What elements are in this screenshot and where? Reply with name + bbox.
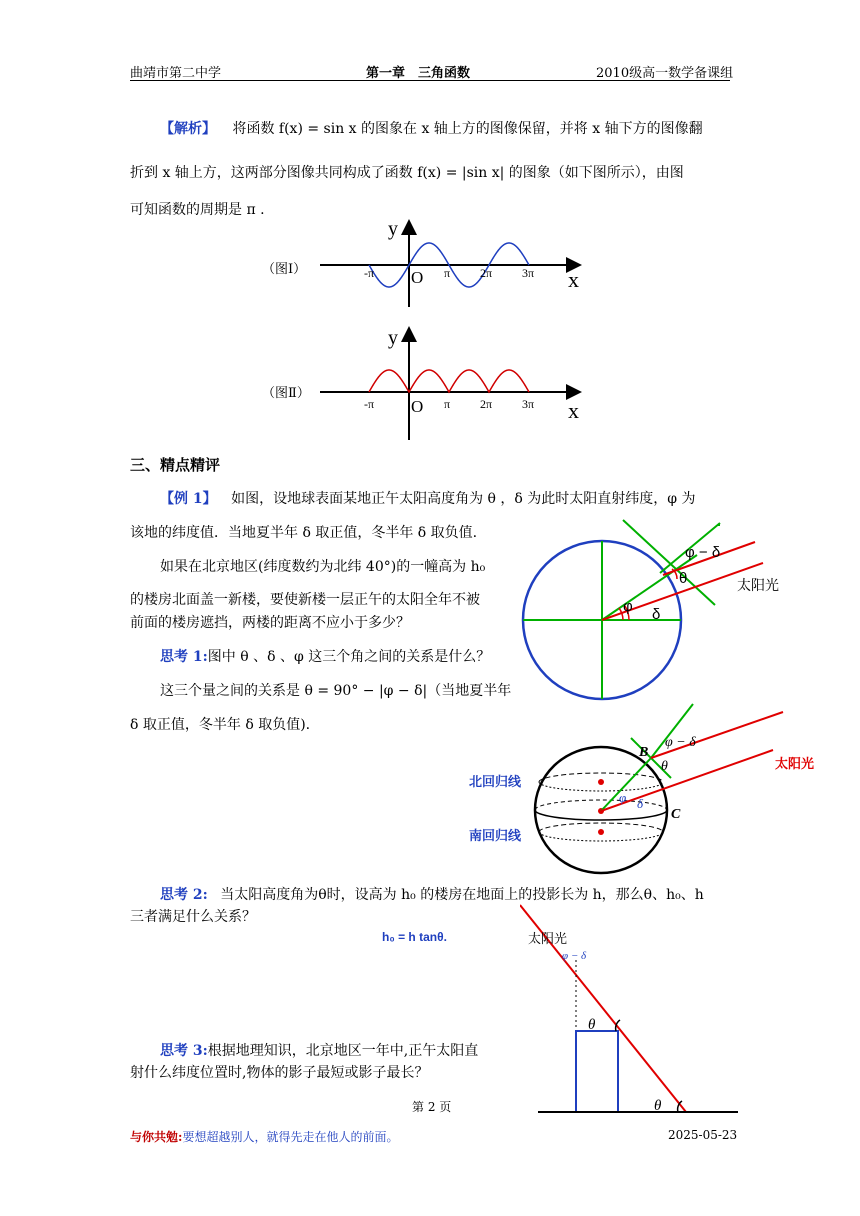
- footer-date: 2025-05-23: [668, 1128, 738, 1142]
- think1-answer-2: δ 取正值，冬半年 δ 取负值).: [130, 717, 311, 733]
- footer-motto: [130, 1128, 398, 1145]
- graph1-tick-pi: π: [444, 266, 451, 280]
- diagram3-building-shadow: [520, 895, 745, 1120]
- example1-line-3: 如果在北京地区(纬度数约为北纬 40°)的一幢高为 h₀: [160, 559, 486, 575]
- footer-motto-tag: 与你共勉:: [130, 1130, 183, 1144]
- think3-line-1: 根据地理知识，北京地区一年中,正午太阳直: [207, 1043, 479, 1059]
- header-school: 曲靖市第二中学: [130, 66, 222, 81]
- diagram1-tangent: [623, 520, 715, 605]
- example1-tag: 【例 1】: [160, 491, 217, 507]
- think3-paragraph: [160, 1040, 478, 1060]
- graph1-origin: O: [411, 268, 424, 287]
- graph2-tick-2pi: 2π: [480, 397, 493, 411]
- diagram2-label-tropic-north: 北回归线: [469, 774, 522, 789]
- diagram1-label-phi-minus-delta: φ − δ: [685, 544, 721, 561]
- analysis-paragraph: [160, 118, 703, 138]
- diagram3-label-phi-minus-delta: φ − δ: [562, 950, 587, 962]
- graph1-tick-2pi: 2π: [480, 266, 493, 280]
- graph2-tick-neg-pi: -π: [364, 397, 375, 411]
- header-chapter: 第一章 三角函数: [366, 66, 471, 81]
- graph1-x-label: x: [568, 267, 579, 292]
- graph2-caption: （图Ⅱ）: [262, 386, 310, 401]
- diagram2-label-delta: δ: [637, 796, 644, 811]
- diagram1-label-theta: θ: [679, 570, 688, 587]
- diagram2-label-phi-minus-delta: φ − δ: [665, 735, 696, 750]
- example1-line-5: 前面的楼房遮挡，两楼的距离不应小于多少？: [130, 615, 410, 631]
- section-title: 三、精点精评: [130, 456, 221, 474]
- diagram2-label-sunlight: 太阳光: [775, 756, 815, 771]
- graph1-tick-neg-pi: -π: [364, 266, 375, 280]
- example1-line-4: 的楼房北面盖一新楼，要使新楼一层正午的太阳全年不被: [130, 592, 480, 608]
- graph1-caption: （图Ⅰ）: [262, 262, 307, 277]
- example1-line-1: 如图，设地球表面某地正午太阳高度角为 θ ，δ 为此时太阳直射纬度，φ 为: [231, 491, 696, 507]
- diagram2-point-c: C: [671, 807, 681, 822]
- example1-paragraph: [160, 488, 696, 508]
- graph2-abs-sine-curve: [369, 370, 529, 392]
- think2-formula: h₀ = h tanθ.: [382, 930, 447, 944]
- diagram3-label-theta-bottom: θ: [654, 1098, 662, 1114]
- diagram1-label-delta: δ: [652, 606, 661, 623]
- think3-line-2: 射什么纬度位置时,物体的影子最短或影子最长？: [130, 1065, 429, 1081]
- graph2-origin: O: [411, 397, 424, 416]
- diagram2-label-phi: φ: [619, 790, 627, 805]
- diagram3-label-theta-top: θ: [588, 1017, 596, 1033]
- analysis-line-2: 折到 x 轴上方，这两部分图像共同构成了函数 f(x) = |sin x| 的图象（如下图所示），由图: [130, 165, 684, 181]
- analysis-tag: 【解析】: [160, 121, 216, 137]
- analysis-line-3: 可知函数的周期是 π .: [130, 202, 265, 218]
- graph1-tick-3pi: 3π: [522, 266, 535, 280]
- graph2-tick-pi: π: [444, 397, 451, 411]
- graph1-y-label: y: [388, 218, 398, 240]
- header-group: 2010级高一数学备课组: [596, 66, 734, 81]
- graph1-svg: [320, 215, 590, 315]
- footer-page-number: 第 2 页: [412, 1100, 452, 1114]
- graph2-svg: [320, 322, 590, 444]
- graph2-tick-3pi: 3π: [522, 397, 535, 411]
- diagram2-label-tropic-south: 南回归线: [469, 828, 522, 843]
- graph2-y-label: y: [388, 327, 398, 349]
- think1-tag: 思考 1:: [160, 649, 208, 665]
- diagram1-earth-angles: [515, 515, 800, 705]
- footer-motto-text: 要想超越别人，就得先走在他人的前面。: [182, 1130, 399, 1144]
- example1-line-2: 该地的纬度值．当地夏半年 δ 取正值，冬半年 δ 取负值.: [130, 525, 478, 541]
- diagram1-radius: [602, 555, 697, 620]
- diagram2-earth-tropics: [465, 700, 825, 878]
- diagram3-building: [576, 1031, 618, 1112]
- header-rule: [130, 80, 730, 81]
- think2-line-2: 三者满足什么关系？: [130, 909, 256, 925]
- think2-tag: 思考 2:: [160, 887, 208, 903]
- think1-paragraph: [160, 646, 490, 666]
- diagram3-label-sunlight: 太阳光: [528, 931, 568, 946]
- think1-answer-1: 这三个量之间的关系是 θ = 90° − |φ − δ|（当地夏半年: [160, 683, 512, 699]
- diagram2-sunray-lower: [601, 750, 773, 811]
- think2-line-1: 当太阳高度角为θ时，设高为 h₀ 的楼房在地面上的投影长为 h，那么θ、h₀、h: [220, 887, 704, 903]
- diagram2-label-theta: θ: [661, 759, 668, 774]
- graph2-x-label: x: [568, 398, 579, 423]
- think3-tag: 思考 3:: [160, 1043, 208, 1059]
- analysis-line-1: 将函数 f(x) = sin x 的图象在 x 轴上方的图像保留，并将 x 轴下方的图像翻: [232, 121, 703, 137]
- diagram1-label-sunlight: 太阳光: [737, 577, 779, 593]
- diagram2-point-b: B: [639, 745, 649, 760]
- diagram1-label-phi: φ: [623, 598, 633, 615]
- think1-question: 图中 θ 、δ 、φ 这三个角之间的关系是什么？: [207, 649, 491, 665]
